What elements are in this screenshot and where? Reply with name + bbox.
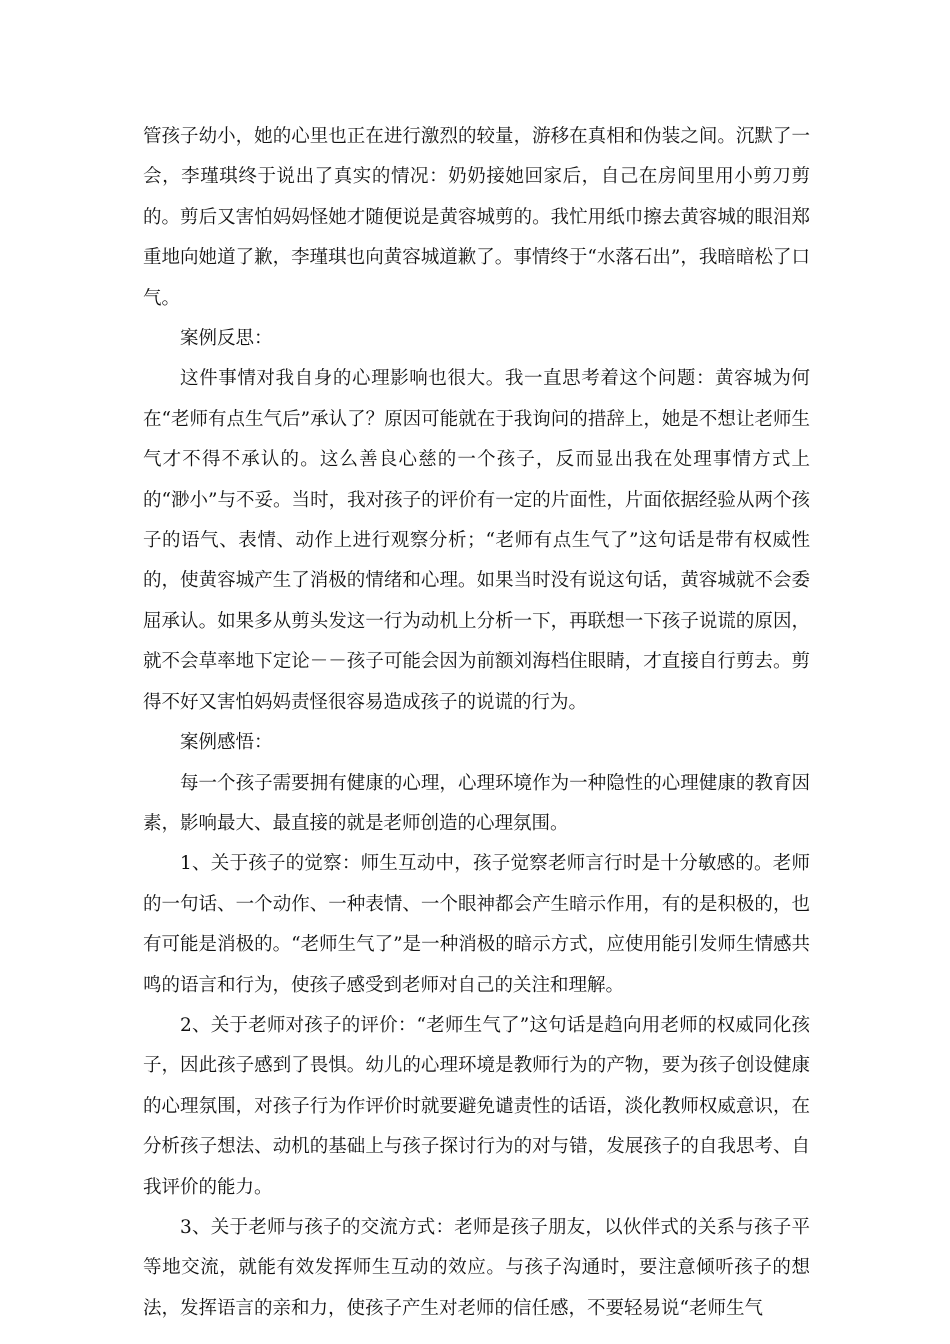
paragraph-point-2: 2、关于老师对孩子的评价：“老师生气了”这句话是趋向用老师的权威同化孩子，因此孩子感到了畏惧。幼儿的心理环境是教师行为的产物，要为孩子创设健康的心理氛围，对孩子行为作评价时就要避免谴责性的话语，淡化教师权威意识，在分析孩子想法、动机的基础上与孩子探讨行为的对与错，发展孩子的自我思考、自我评价的能力。 xyxy=(143,1014,810,1198)
paragraph-insight-intro: 每一个孩子需要拥有健康的心理，心理环境作为一种隐性的心理健康的教育因素，影响最大、最直接的就是老师创造的心理氛围。 xyxy=(143,772,810,834)
heading-case-reflection: 案例反思： xyxy=(180,328,273,350)
paragraph-point-3: 3、关于老师与孩子的交流方式：老师是孩子朋友，以伙伴式的关系与孩子平等地交流，就能有效发挥师生互动的效应。与孩子沟通时，要注意倾听孩子的想法，发挥语言的亲和力，使孩子产生对老师的信任感，不要轻易说“老师生气 xyxy=(143,1216,810,1319)
paragraph-reflection: 这件事情对我自身的心理影响也很大。我一直思考着这个问题：黄容城为何在“老师有点生气后”承认了？原因可能就在于我询问的措辞上，她是不想让老师生气才不得不承认的。这么善良心慈的一个孩子，反而显出我在处理事情方式上的“渺小”与不妥。当时，我对孩子的评价有一定的片面性，片面依据经验从两个孩子的语气、表情、动作上进行观察分析；“老师有点生气了”这句话是带有权威性的，使黄容城产生了消极的情绪和心理。如果当时没有说这句话，黄容城就不会委屈承认。如果多从剪头发这一行为动机上分析一下，再联想一下孩子说谎的原因，就不会草率地下定论－－孩子可能会因为前额刘海档住眼睛，才直接自行剪去。剪得不好又害怕妈妈责怪很容易造成孩子的说谎的行为。 xyxy=(143,368,810,713)
document-body xyxy=(143,117,810,1329)
heading-case-insight: 案例感悟： xyxy=(180,732,273,754)
paragraph-continuation: 管孩子幼小，她的心里也正在进行激烈的较量，游移在真相和伪装之间。沉默了一会，李瑾琪终于说出了真实的情况：奶奶接她回家后，自己在房间里用小剪刀剪的。剪后又害怕妈妈怪她才随便说是黄容城剪的。我忙用纸巾擦去黄容城的眼泪郑重地向她道了歉，李瑾琪也向黄容城道歉了。事情终于“水落石出”，我暗暗松了口气。 xyxy=(143,126,810,309)
paragraph-point-1: 1、关于孩子的觉察：师生互动中，孩子觉察老师言行时是十分敏感的。老师的一句话、一个动作、一种表情、一个眼神都会产生暗示作用，有的是积极的，也有可能是消极的。“老师生气了”是一种消极的暗示方式，应使用能引发师生情感共鸣的语言和行为，使孩子感受到老师对自己的关注和理解。 xyxy=(143,853,810,996)
